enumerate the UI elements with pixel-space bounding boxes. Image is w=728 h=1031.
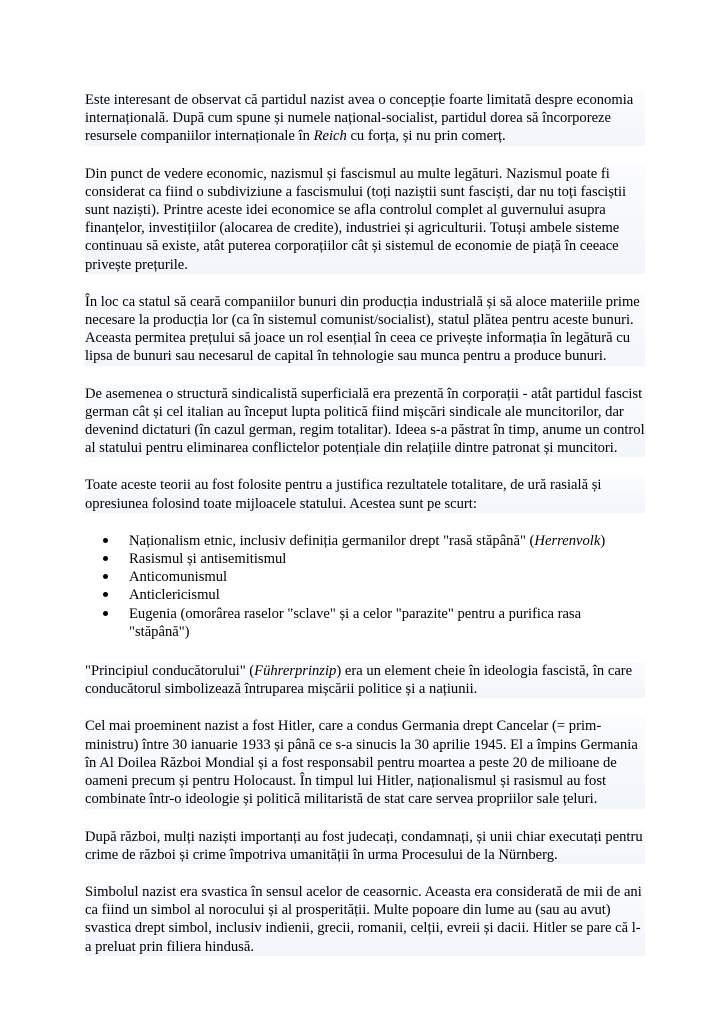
text-run: Naționalism etnic, inclusiv definiția germanilor drept "rasă stăpână" (	[129, 532, 535, 549]
text-run: Este interesant de observat că partidul nazist avea o concepție foarte limitată despre economia internațională. După cum spune și numele național-socialist, partidul dorea să încorporeze resursele companiilor internaționale în	[85, 92, 634, 145]
text-run: În loc ca statul să ceară companiilor bunuri din producția industrială și să aloce materiile prime necesare la producția lor (ca în sistemul comunist/socialist), statul plătea pentru aceste bunuri. Aceasta permitea prețului să joace un rol esențial în ceea ce privește informația în legătură cu lipsa de bunuri sau necesarul de capital în tehnologie sau munca pentru a produce bunuri.	[85, 293, 640, 365]
bullet-dot-icon	[103, 592, 108, 597]
paragraph	[85, 717, 645, 808]
text-run: cu forța, și nu prin comerț.	[346, 128, 506, 145]
bullet-item	[129, 568, 645, 586]
document-body	[85, 91, 645, 975]
text-run: Reich	[313, 128, 347, 145]
text-run: )	[600, 532, 606, 549]
bullet-item	[129, 550, 645, 568]
text-run: ) era un element cheie în ideologia fascistă, în care conducătorul simbolizează întruparea mișcării politice și a națiunii.	[85, 663, 633, 698]
bullet-dot-icon	[103, 538, 108, 543]
text-run: "Principiul conducătorului" (	[85, 663, 255, 680]
paragraph	[85, 165, 645, 274]
text-run: Anticlericismul	[129, 587, 220, 604]
paragraph	[85, 293, 645, 366]
text-run: Anticomunismul	[129, 569, 228, 586]
text-run: După război, mulți naziști importanți au fost judecați, condamnați, și unii chiar executați pentru crime de război și crime împotriva umanității în urma Procesului de la Nürnberg.	[85, 828, 643, 863]
paragraph	[85, 883, 645, 956]
bullet-item	[129, 532, 645, 550]
text-run: Cel mai proeminent nazist a fost Hitler, care a condus Germania drept Cancelar (= prim-ministru) între 30 ianuarie 1933 și până ce s-a sinucis la 30 aprilie 1945. El a împins Germania în Al Doilea Război Mondial și a fost responsabil pentru moartea a peste 20 de milioane de oameni precum și pentru Holocaust. În timpul lui Hitler, naționalismul și rasismul au fost combinate într-o ideologie și politică militaristă de stat care servea propriilor sale țeluri.	[85, 718, 638, 808]
bullet-dot-icon	[103, 556, 108, 561]
bullet-dot-icon	[103, 611, 108, 616]
text-run: Eugenia (omorârea raselor "sclave" și a celor "parazite" pentru a purifica rasa "stăpână")	[129, 605, 582, 640]
text-run: Führerprinzip	[254, 663, 337, 680]
bullet-dot-icon	[103, 574, 108, 579]
bullet-item	[129, 605, 645, 641]
paragraph	[85, 91, 645, 146]
closing-paragraphs	[85, 662, 645, 956]
paragraph	[85, 476, 645, 512]
text-run: Toate aceste teorii au fost folosite pentru a justifica rezultatele totalitare, de ură rasială și opresiunea folosind toate mijloacele statului. Acestea sunt pe scurt:	[85, 477, 602, 512]
paragraph	[85, 662, 645, 698]
text-run: Herrenvolk	[534, 532, 601, 549]
text-run: Din punct de vedere economic, nazismul și fascismul au multe legături. Nazismul poate fi considerat ca fiind o subdiviziune a fascismului (toți naziștii sunt fasciști, dar nu toți fasciștii sunt naziști). Printre aceste idei economice se afla controlul complet al guvernului asupra finanțelor, investițiilor (alocarea de credite), industriei și agriculturii. Totuși ambele sisteme continuau să existe, atât puterea corporațiilor cât și sistemul de economie de piață în ceeace privește prețurile.	[85, 165, 627, 273]
bullet-item	[129, 586, 645, 604]
text-run: Rasismul și antisemitismul	[129, 551, 287, 568]
paragraph	[85, 828, 645, 864]
text-run: Simbolul nazist era svastica în sensul acelor de ceasornic. Aceasta era considerată de mii de ani ca fiind un simbol al norocului și al prosperității. Multe popoare din lume au (sau au avut) svastica drept simbol, inclusiv indienii, grecii, romanii, celții, evreii și dacii. Hitler se pare că l-a preluat prin filiera hindusă.	[85, 883, 642, 955]
paragraph	[85, 385, 645, 458]
intro-paragraphs	[85, 91, 645, 513]
ideology-bullet-list	[85, 532, 645, 641]
text-run: De asemenea o structură sindicalistă superficială era prezentă în corporații - atât partidul fascist german cât și cel italian au început lupta politică fiind mișcări sindicale ale muncitorilor, dar devenind dictaturi (în cazul german, regim totalitar). Ideea s-a păstrat în timp, anume un control al statului pentru eliminarea conflictelor potențiale din relațiile dintre patronat și muncitori.	[85, 385, 645, 457]
